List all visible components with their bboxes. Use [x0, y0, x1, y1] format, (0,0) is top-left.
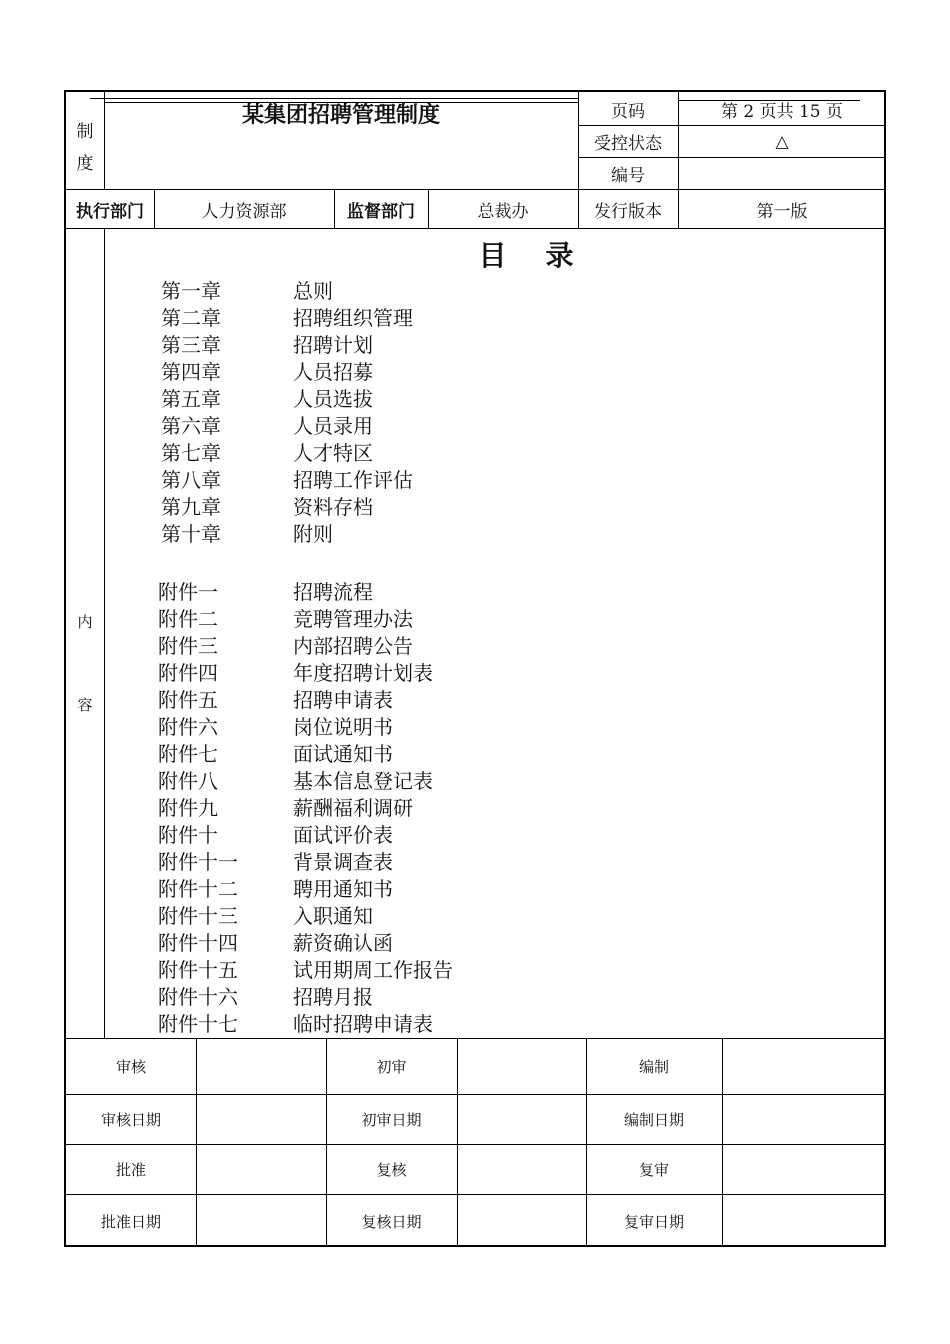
approve-date-label: 批准日期: [100, 1212, 161, 1231]
review-date-value: [196, 1095, 326, 1144]
recheck-label: 复核: [376, 1161, 407, 1179]
appendix-item: 附件九 薪酬福利调研: [158, 796, 413, 820]
review-date-label: 审核日期: [100, 1111, 161, 1129]
number-value: [678, 158, 886, 189]
super-dept-value: 总裁办: [477, 201, 529, 222]
chapter-item: 第一章 总则: [161, 279, 333, 303]
review-label: 审核: [115, 1058, 146, 1076]
recheck-date-value: [457, 1195, 586, 1247]
page-label: 页码: [611, 101, 645, 122]
compile-value: [722, 1039, 886, 1094]
page-value: 第 2 页共 15 页: [720, 101, 844, 122]
exec-dept-label: 执行部门: [76, 201, 144, 222]
initial-review-date-label: 初审日期: [361, 1111, 422, 1129]
content-label-2: 容: [77, 695, 93, 714]
re-review-date-label: 复审日期: [623, 1212, 684, 1231]
appendix-item: 附件一 招聘流程: [158, 580, 373, 604]
chapter-item: 第三章 招聘计划: [161, 333, 373, 357]
document-title: 某集团招聘管理制度: [241, 102, 440, 128]
toc-title: 目 录: [478, 239, 574, 272]
chapter-item: 第四章 人员招募: [161, 360, 373, 384]
appendix-item: 附件十六 招聘月报: [158, 985, 373, 1009]
review-value: [196, 1039, 326, 1094]
appendix-item: 附件二 竞聘管理办法: [158, 607, 413, 631]
appendix-item: 附件十二 聘用通知书: [158, 877, 393, 901]
approve-value: [196, 1145, 326, 1194]
system-label-2: 度: [76, 153, 94, 174]
chapter-item: 第六章 人员录用: [161, 414, 373, 438]
recheck-date-label: 复核日期: [361, 1212, 422, 1231]
appendix-item: 附件五 招聘申请表: [158, 688, 393, 712]
chapter-item: 第五章 人员选拔: [161, 387, 373, 411]
initial-review-label: 初审: [376, 1058, 407, 1076]
compile-date-label: 编制日期: [623, 1111, 684, 1129]
appendix-item: 附件十七 临时招聘申请表: [158, 1012, 433, 1036]
chapter-item: 第七章 人才特区: [161, 441, 373, 465]
appendix-item: 附件十一 背景调查表: [158, 850, 393, 874]
version-label: 发行版本: [594, 201, 662, 222]
chapter-item: 第八章 招聘工作评估: [161, 468, 413, 492]
appendix-list: [158, 579, 678, 1039]
appendix-item: 附件十四 薪资确认函: [158, 931, 393, 955]
compile-date-value: [722, 1095, 886, 1144]
compile-label: 编制: [638, 1058, 669, 1076]
document-frame: [64, 90, 886, 1247]
appendix-item: 附件八 基本信息登记表: [158, 769, 433, 793]
super-dept-label: 监督部门: [347, 201, 415, 222]
content-label-1: 内: [77, 612, 93, 631]
version-value: 第一版: [756, 201, 808, 222]
number-label: 编号: [611, 166, 645, 186]
re-review-label: 复审: [638, 1161, 669, 1179]
exec-dept-value: 人力资源部: [201, 201, 287, 222]
chapter-item: 第二章 招聘组织管理: [161, 306, 413, 330]
appendix-item: 附件七 面试通知书: [158, 742, 393, 766]
appendix-item: 附件十 面试评价表: [158, 823, 393, 847]
appendix-item: 附件十三 入职通知: [158, 904, 373, 928]
control-status-value: △: [775, 131, 789, 152]
re-review-value: [722, 1145, 886, 1194]
system-label-1: 制: [76, 121, 94, 142]
approve-date-value: [196, 1195, 326, 1247]
chapter-item: 第十章 附则: [161, 522, 333, 546]
appendix-item: 附件十五 试用期周工作报告: [158, 958, 453, 982]
approve-label: 批准: [115, 1161, 146, 1179]
appendix-item: 附件六 岗位说明书: [158, 715, 393, 739]
initial-review-date-value: [457, 1095, 586, 1144]
recheck-value: [457, 1145, 586, 1194]
control-status-label: 受控状态: [594, 134, 662, 154]
appendix-item: 附件四 年度招聘计划表: [158, 661, 433, 685]
initial-review-value: [457, 1039, 586, 1094]
re-review-date-value: [722, 1195, 886, 1247]
appendix-item: 附件三 内部招聘公告: [158, 634, 413, 658]
chapter-list: [161, 278, 681, 546]
chapter-item: 第九章 资料存档: [161, 495, 373, 519]
